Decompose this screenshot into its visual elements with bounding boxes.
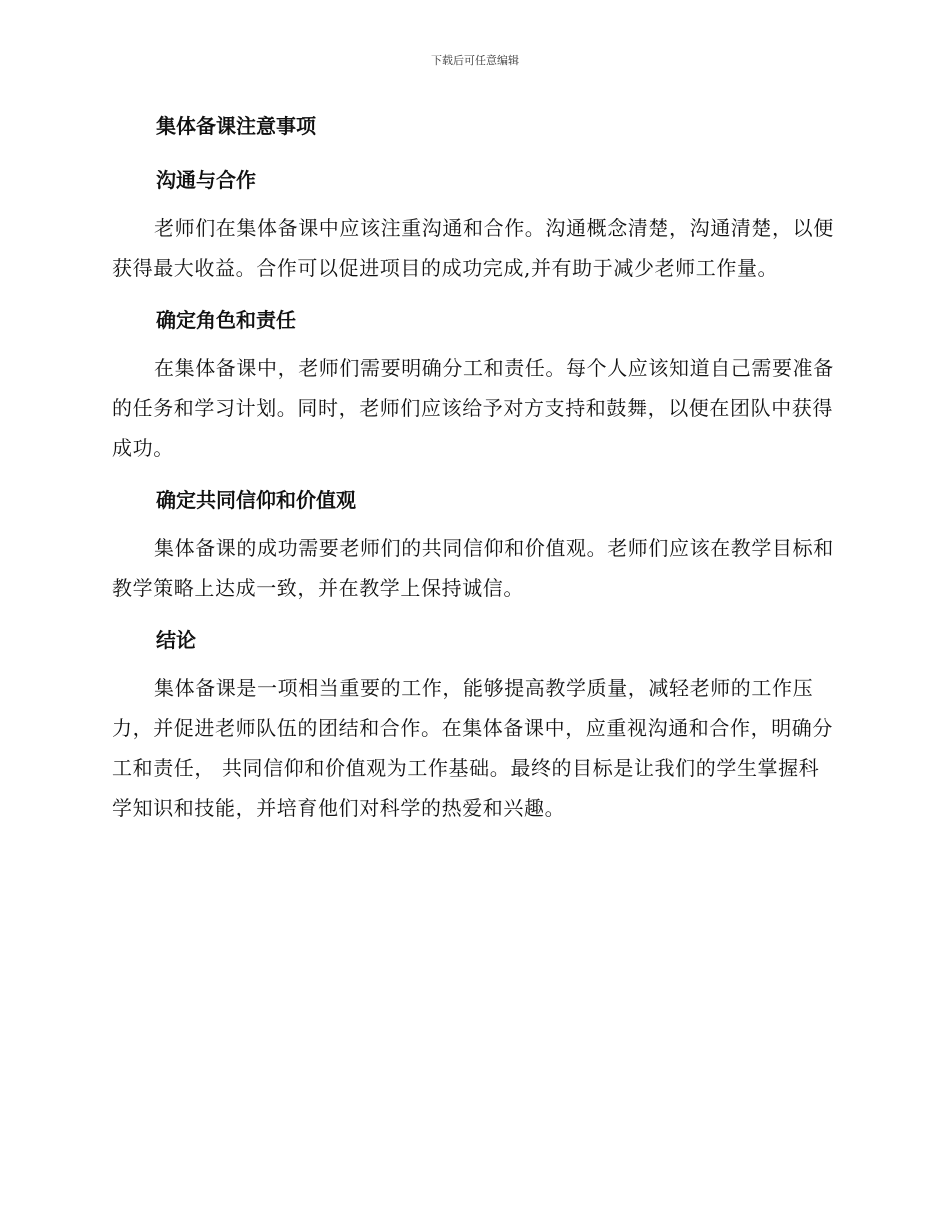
section-heading-conclusion: 结论 — [156, 628, 196, 652]
section-body-conclusion: 集体备课是一项相当重要的工作，能够提高教学质量，减轻老师的工作压力，并促进老师队伍的团结和合作。在集体备课中，应重视沟通和合作，明确分工和责任， 共同信仰和价值观为工作基础。最终的目标是让我们的学生掌握科学知识和技能，并培育他们对科学的热爱和兴趣。 — [112, 676, 833, 820]
section-body-communication: 老师们在集体备课中应该注重沟通和合作。沟通概念清楚，沟通清楚，以便获得最大收益。合作可以促进项目的成功完成,并有助于减少老师工作量。 — [112, 216, 834, 280]
section-body-values: 集体备课的成功需要老师们的共同信仰和价值观。老师们应该在教学目标和教学策略上达成一致，并在教学上保持诚信。 — [112, 536, 834, 600]
section-heading-communication: 沟通与合作 — [156, 168, 256, 192]
document-body — [112, 110, 838, 844]
section-heading-roles: 确定角色和责任 — [156, 308, 296, 332]
page-header: 下载后可任意编辑 — [431, 54, 519, 67]
document-title: 集体备课注意事项 — [156, 114, 316, 138]
section-heading-values: 确定共同信仰和价值观 — [156, 488, 356, 512]
section-body-roles: 在集体备课中，老师们需要明确分工和责任。每个人应该知道自己需要准备的任务和学习计划。同时，老师们应该给予对方支持和鼓舞，以便在团队中获得成功。 — [112, 356, 834, 460]
